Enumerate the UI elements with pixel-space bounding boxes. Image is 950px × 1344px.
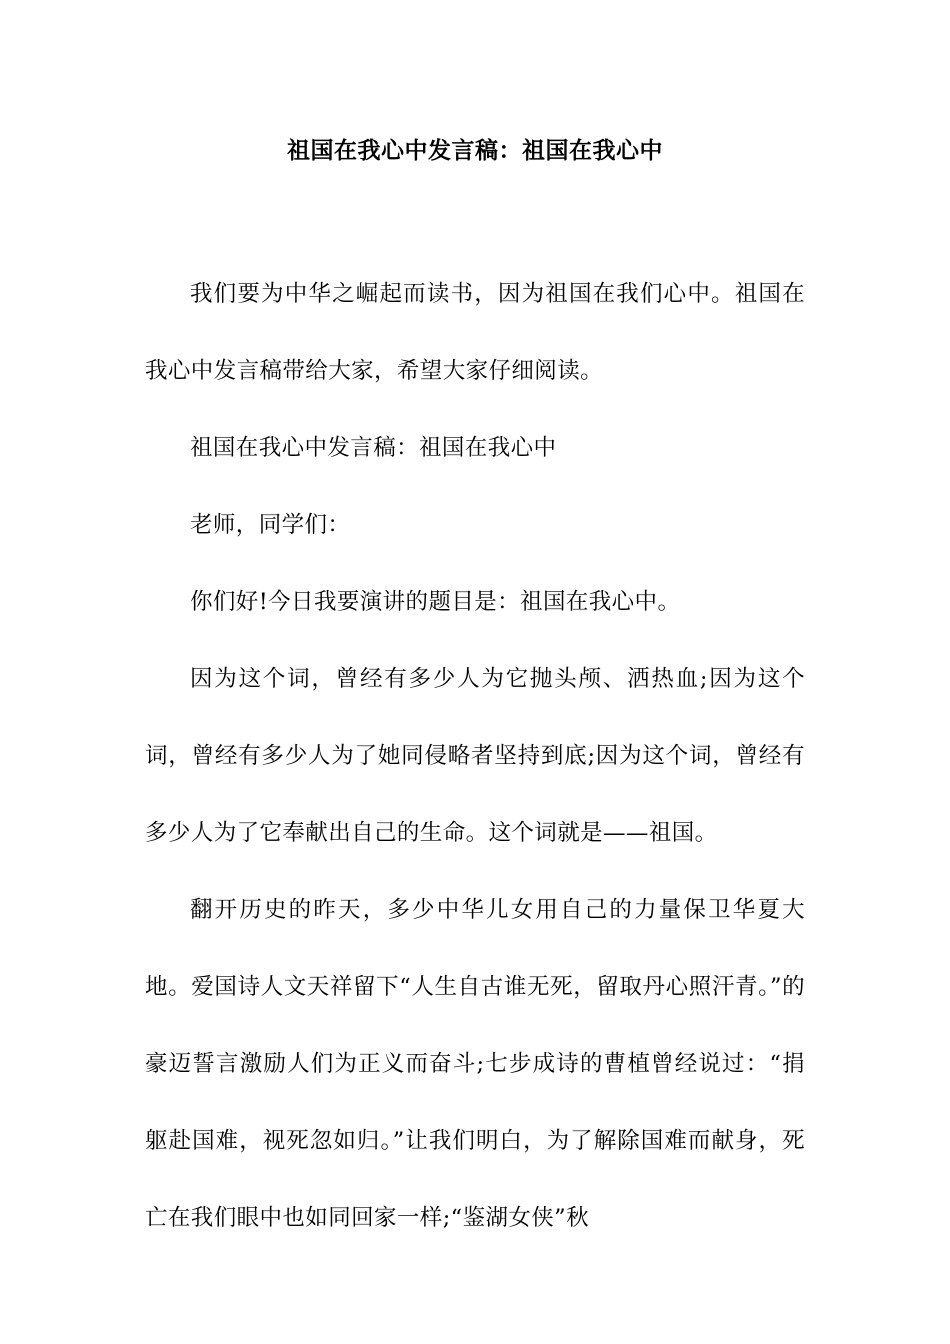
paragraph-history: 翻开历史的昨天，多少中华儿女用自己的力量保卫华夏大地。爱国诗人文天祥留下“人生自古谁无死，留取丹心照汗青。”的豪迈誓言激励人们为正义而奋斗;七步成诗的曹植曾经说过：“捐躯赴国难，视死忽如归。”让我们明白，为了解除国难而献身，死亡在我们眼中也如同回家一样;“鉴湖女侠”秋 — [145, 897, 805, 1231]
paragraph-subtitle: 祖国在我心中发言稿：祖国在我心中 — [190, 435, 557, 461]
paragraph-motherland-word: 因为这个词，曾经有多少人为它抛头颅、洒热血;因为这个词，曾经有多少人为了她同侵略者坚持到底;因为这个词，曾经有多少人为了它奉献出自己的生命。这个词就是——祖国。 — [145, 666, 805, 846]
document-title: 祖国在我心中发言稿：祖国在我心中 — [287, 138, 663, 164]
paragraph-intro: 我们要为中华之崛起而读书，因为祖国在我们心中。祖国在我心中发言稿带给大家，希望大家仔细阅读。 — [145, 281, 805, 384]
paragraph-greeting: 你们好!今日我要演讲的题目是：祖国在我心中。 — [190, 589, 681, 615]
document-body — [145, 256, 805, 1257]
paragraph-salutation: 老师，同学们： — [190, 512, 351, 538]
